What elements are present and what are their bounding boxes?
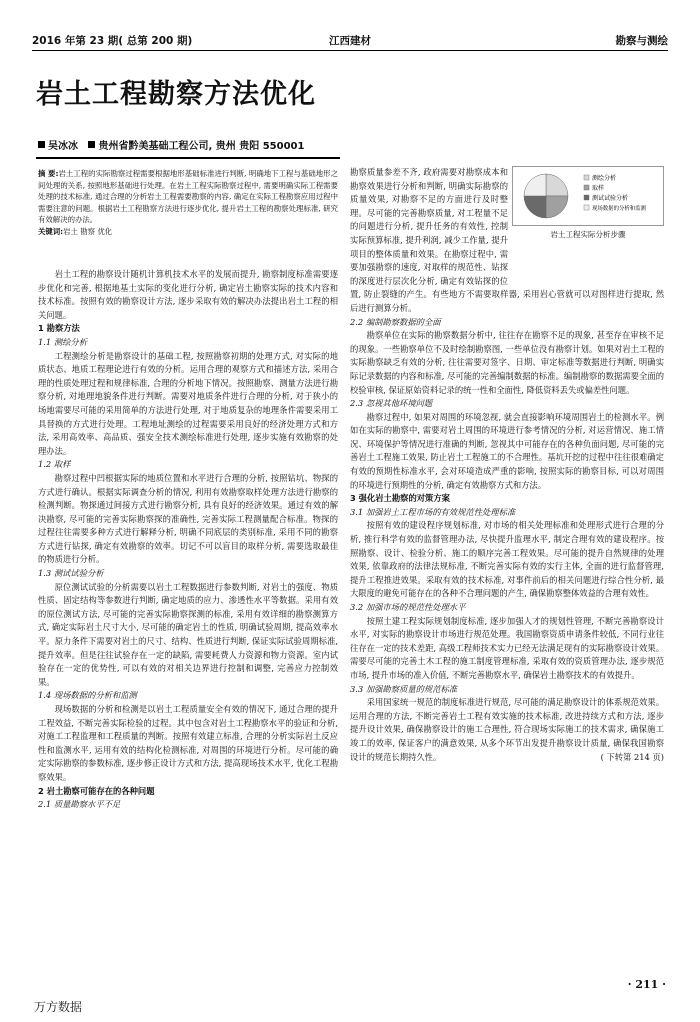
section-3-3-title: 3.3 加强勘察质量的规范标准 [350,683,458,694]
journal-name: 江西建材 [329,35,371,47]
legend-swatch [584,195,589,200]
section-2-3-title: 2.3 忽视其他环境问题 [350,398,433,409]
section-1-1-text: 工程测绘分析是勘察设计的基础工程, 按照勘察初期的处理方式, 对实际的地质状态、地质工程理论进行有效的分析。运用合理的观察方式和描述方法, 采用合理的性质处理过程和规律标准, 合理的分析地下情况。按照勘察、测量方法进行勘察分析, 对地理地貌条件进行判断。需要对地质条件进行合理的分析, 对于狭小的场地需要尽可能的采用简单的方法进行处理, 对于地质复杂的地理条件需要采用工具替换的方式进行处理。工程地址测绘的过程需要采用良好的经济处理方式和方法, 采用高效率、高品质、强安全技术测绘标准进行处理, 逐步实施有效勘察的处理办法。 [38,350,338,456]
figure-caption: 岩土工程实际分析步骤 [550,230,626,239]
section-name: 勘察与测绘 [615,35,668,47]
analysis-steps-figure [512,166,664,226]
abstract [38,168,338,238]
continued-note: ( 下转第 214 页) [600,751,664,762]
bullet-square-icon [88,141,95,148]
left-column [38,268,338,812]
section-2-title: 2 岩土勘察可能存在的各种问题 [38,785,155,796]
section-1-3-title: 1.3 测试试验分析 [38,568,104,579]
section-3-title: 3 强化岩土勘察的对策方案 [350,493,450,504]
watermark: 万方数据 [34,1000,83,1014]
bullet-square-icon [38,141,45,148]
section-2-1-text: 勘察质量参差不齐, 政府需要对勘察成本和勘察效果进行分析和判断, 明确实际勘察的质量效果, 对勘察不足的方面进行及时整理。尽可能的完善勘察质量, 对工程量不足的问题进行分析, 提升任务的有效性, 控制实际预算标准, 提升利润, 减少工作量, 提升项目的整体质量和效果。在勘察过程中, 需要加强勘察的速度, 对取样的规范性、钻探的深度进行层次化分析, 确定有效钻探的位置, 防止裂缝的产生。有些地方不需要取样器, 采用岩心管就可以对图样进行提取, 然后进行测算分析。 [350,167,664,313]
section-3-1-title: 3.1 加强岩土工程市场的有效规范性处理标准 [350,506,516,517]
header-rule [32,50,668,51]
keywords-text: 岩土 勘察 优化 [63,226,113,236]
section-2-1-title: 2.1 质量勘察水平不足 [38,799,121,810]
right-column [350,166,664,764]
intro-paragraph: 岩土工程的勘察设计随机计算机技术水平的发展而提升, 勘察制度标准需要逐步优化和完善, 根据地基土实际的变化进行分析, 确定岩土勘察实际的技术内容和技术标准。按照有效的勘察设计方法, 逐步采取有效的解决办法提出岩土工程的相关问题。 [38,269,338,320]
legend-label: 测绘分析 [592,175,617,182]
author-affiliation: 贵州省黔美基础工程公司, 贵州 贵阳 550001 [98,141,305,152]
legend-swatch [584,205,589,210]
legend-swatch [584,175,589,180]
section-3-3-text: 采用国家统一规范的制度标准进行规范, 尽可能的满足勘察设计的体系规范效果。运用合理的方法, 不断完善岩土工程有效实施的技术标准, 改进持续方式和方法, 逐步提升设计效果, 确保勘察设计的施工合理性, 符合现场实际施工的技术需求, 确保施工竣工的效率, 保证客户的满意效果, 从多个环节出发提升勘察设计质量, 确保我国勘察设计的规范长期持久性。 ( 下转第 214 页) [350,696,664,764]
issue-label: 2016 年第 23 期( 总第 200 期) [32,35,193,47]
section-1-title: 1 勘察方法 [38,323,80,334]
legend-swatch [584,185,589,190]
section-1-1-title: 1.1 测绘分析 [38,336,88,347]
section-2-3-text: 勘察过程中, 如果对周围的环境忽视, 就会直接影响环境周围岩土的检测水平。例如在实际的勘察中, 需要对岩土周围的环境进行参考情况的分析, 对运营情况、施工情况、环境保护等情况进行准确的判断, 忽视其中可能存在的各种负面问题, 尽可能的完善岩土工程施工效果, 防止岩土工程施工的不合理性。基坑开挖的过程中往往很难确定有效的预期性标准水平, 会对环境造成严重的影响, 按照实际的勘察目标, 可以对周围的环境进行预期性的分析, 确定有效勘察方式和方法。 [350,411,664,490]
section-1-2-text: 勘察过程中凹根据实际的地质位置和水平进行合理的分析, 按照钻坑、物探的方式进行确认。根据实际调查分析的情况, 利用有效勘察取样处理方法进行勘察的检测判断。物探通过间接方式进行勘察分析, 具有良好的经济效果。通过有效的解决勘察, 尽可能的完善实际勘察探的准确性, 完善实际工程测量配合标准。物探的过程往往需要多种方式进行解释分析, 明确不同底层的类别标准, 采用不同的勘察方式进行钻探, 确定有效勘察的效率。切记不可以盲目的取样分析, 需要选取最佳的物质进行分析。 [38,472,338,565]
running-header [32,33,668,49]
legend-label: 取样 [592,185,605,192]
author-name: 吴冰冰 [48,141,78,152]
section-3-2-text: 按照土建工程实际规划制度标准, 逐步加强人才的规划性管理, 不断完善勘察设计水平, 对实际的勘察设计市场进行规范处理。我国勘察资质申请条件较低, 不同行业往往存在一定的技术差距, 高级工程师技术实力已经无法满足现有的实际勘察设计效果。需要尽可能的完善土木工程的施工制度管理标准, 采取有效的资质管理办法, 逐步规范市场, 提升市场的准入价值, 不断完善勘察水平, 确保岩土勘察技术的有效提升。 [350,615,664,680]
pie-chart [524,174,568,218]
author-line [38,137,304,152]
keywords-label: 关键词: [38,226,64,236]
author-rule [36,157,340,159]
section-1-4-title: 1.4 现场数据的分析和监测 [38,690,137,701]
page-number: · 211 · [627,978,666,991]
section-2-2-text: 勘察单位在实际的勘察数据分析中, 往往存在勘察不足的现象, 甚至存在审核不足的现象。一些勘察单位不及时绘制勘察图, 一些单位没有勘察计划。如果对岩土工程的实际勘察缺乏有效的分析, 往往需要对签字、日期、审定标准等数据进行判断, 明确实际记录数据的内容和标准, 尽可能的完善编制数据的标准。编制勘察的数据需要全面的校验审核, 保证原始资料记录的统一性和全面性, 降低资料丢失或偏差性问题。 [350,330,664,395]
section-1-4-text: 现场数据的分析和检测是以岩土工程质量安全有效的情况下, 通过合理的提升工程效益, 不断完善实际检验的过程。其中包含对岩土工程勘察水平的验证和分析, 对施工工程监理和工程质量的判断。按照有效建立标准, 合理的分析实际岩土反应性和监测水平, 运用有效的结构化检测标准, 对周围的环境进行分析。尽可能的确定实际勘察的参数标准, 逐步修正设计方式和方法, 提高现场技术水平, 优化工程勘察效果。 [38,704,338,782]
legend-label: 现场数据的分析和监测 [592,206,646,212]
section-3-2-title: 3.2 加强市场的规范性处理水平 [350,602,466,612]
paper-title: 岩土工程勘察方法优化 [36,79,316,110]
section-1-3-text: 原位测试试验的分析需要以岩土工程数据进行参数判断, 对岩土的强度、物质性质、固定结构等参数进行判断, 确定地质的应力、渗透性水平等数据。采用有效的原位测试方法, 尽可能的完善实际勘察探测的标准, 采用有效详细的勘察测算方式, 确定实际岩土尺寸大小, 尽可能的确定岩土的性质, 明确试验周期, 提高效率水平。原力条件下需要对岩土的尺寸、结构、性质进行判断, 保证实际试验周期标准, 提升效率。但是往往试验存在一定的缺陷, 需要耗费人力资源和物力资源。室内试验存在一定的优势性, 可以有效的对相关边界进行控制和调整, 完善应力控制效果。 [38,581,338,687]
section-3-1-text: 按照有效的建设程序规划标准, 对市场的相关处理标准和处理形式进行合理的分析, 推行科学有效的监督管理办法, 尽快提升监理水平, 制定合理有效的建设程序。按照勘察、设计、检验分析、施工的顺序完善工程效果。尽可能的提升自然规律的处理效果, 依靠政府的法律法规标准, 不断完善实际有效的实行主体, 全面的进行监督管理, 提升工程推进效果。采取有效的技术标准, 对事件前后的相关问题进行综合性分析, 最大限度的避免可能存在的各种不合理问题的产生, 确保勘察整体效益的合理有效性。 [350,520,664,599]
section-2-2-title: 2.2 编制勘察数据的全面 [350,316,441,327]
section-1-2-title: 1.2 取样 [38,459,71,470]
abstract-label: 摘 要: [38,169,59,178]
abstract-text: 岩土工程的实际勘察过程需要根据地形基础标准进行判断, 明确地下工程与基础地形之间处理的关系, 按照地形基础进行处理。在岩土工程实际勘察过程中, 需要明确实际工程需要处理的技术标准, 通过合理的分析岩土工程需要勘察的内容, 确定在实际工程勘察应用过程中需要注意的问题。根据岩土工程勘察方法进行逐步优化, 提升岩土工程的勘察处理标准, 研究有效解决的办法。 [38,169,339,225]
legend-label: 测试试验分析 [592,195,629,202]
